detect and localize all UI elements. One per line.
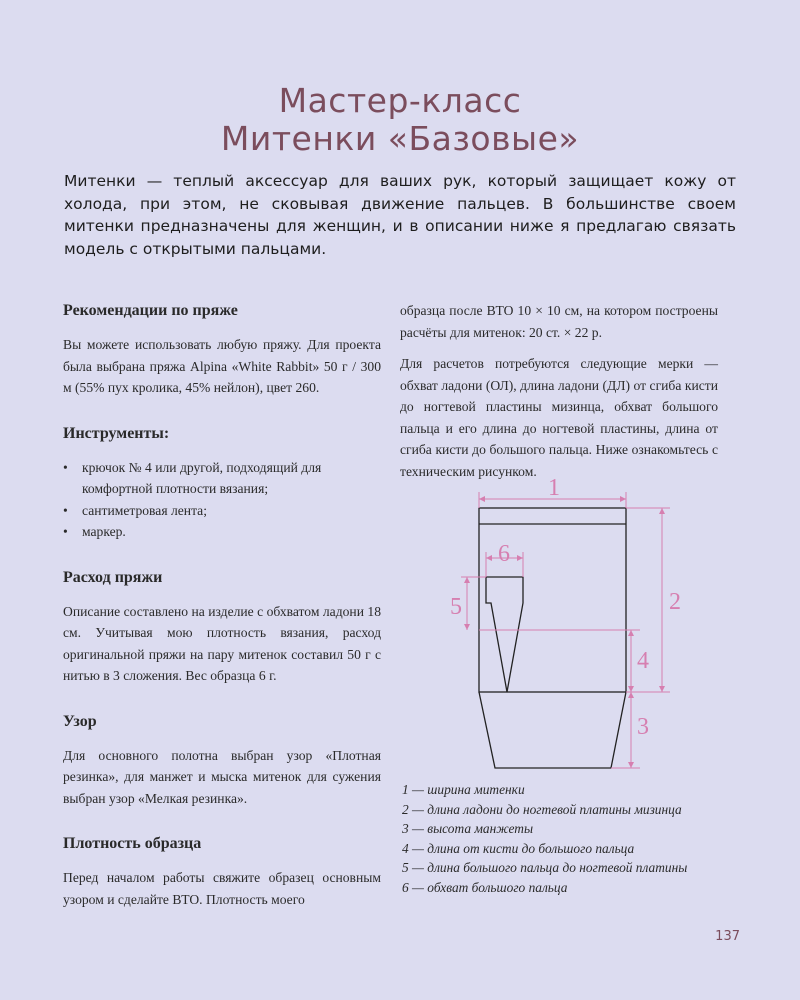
yarn-section (63, 300, 381, 399)
legend-item: 1 — ширина митенки (402, 782, 525, 797)
tools-list (63, 457, 381, 543)
yarn-heading: Рекомендации по пряже (63, 302, 238, 319)
tools-heading: Инструменты: (63, 424, 170, 442)
right-column (400, 300, 718, 492)
label-4: 4 (637, 648, 649, 674)
legend-item: 6 — обхват большого пальца (402, 879, 568, 895)
list-item: • сантиметровая лента; (63, 500, 381, 522)
diagram-svg (430, 470, 710, 770)
list-item: • крючок № 4 или другой, подходящий для комфортной плотности вязания; (63, 457, 381, 500)
left-column (63, 300, 381, 934)
mitten-technical-drawing (430, 470, 710, 770)
title-line-1: Мастер-класс (278, 81, 522, 120)
legend-item: 3 — высота манжеты (402, 821, 534, 836)
label-2: 2 (669, 589, 681, 615)
consumption-text: Описание составлено на изделие с обхватом ладони 18 см. Учитывая мою плотность вязания, расход оригинальной пряжи на пару митенок составил 50 г с нитью в 3 сложения. Вес образца 6 г. (63, 603, 381, 683)
legend-item: 5 — длина большого пальца до ногтевой платины (402, 860, 688, 875)
measurements-text: Для расчетов потребуются следующие мерки — обхват ладони (ОЛ), длина ладони (ДЛ) от сгиба кисти до ногтевой пластины мизинца, обхват большого пальца и его длина до ногтевой пластины, длина от сгиба кисти до большого пальца. Ниже ознакомьтесь с техническим рисунком. (400, 356, 718, 479)
mitten-body (479, 508, 626, 692)
yarn-text: Вы можете использовать любую пряжу. Для проекта была выбрана пряжа Alpina «White Rabbit» 50 г / 300 м (55% пух кролика, 45% нейлон), цвет 260. (63, 337, 381, 395)
label-5: 5 (450, 594, 462, 620)
label-1: 1 (548, 475, 560, 501)
thumb-gusset (486, 577, 523, 692)
page-number: 137 (715, 929, 740, 944)
legend-item: 4 — длина от кисти до большого пальца (402, 840, 635, 856)
pattern-heading: Узор (63, 712, 97, 730)
intro-paragraph: Митенки — теплый аксессуар для ваших рук, который защищает кожу от холода, при этом, не сковывая движение пальцев. В большинстве своем митенки предназначены для женщин, и в описании ниже я предлагаю связать модель с открытыми пальцами. (64, 172, 736, 258)
gauge-section (63, 833, 381, 910)
label-3: 3 (637, 714, 649, 740)
pattern-text: Для основного полотна выбран узор «Плотная резинка», для манжет и мыска митенок для сужения выбран узор «Мелкая резинка». (63, 747, 381, 806)
page-title (0, 82, 800, 158)
consumption-heading: Расход пряжи (63, 568, 163, 586)
label-6: 6 (498, 541, 510, 567)
title-line-2: Митенки «Базовые» (220, 119, 580, 158)
gauge-heading: Плотность образца (63, 835, 202, 852)
pattern-section (63, 711, 381, 810)
gauge-continued-text: образца после ВТО 10 × 10 см, на котором построены расчёты для митенок: 20 ст. × 22 р. (400, 303, 718, 340)
consumption-section (63, 567, 381, 687)
list-item: • маркер. (63, 521, 381, 543)
diagram-legend (402, 780, 742, 897)
gauge-text: Перед началом работы свяжите образец основным узором и сделайте ВТО. Плотность моего (63, 870, 381, 907)
tools-section (63, 423, 381, 543)
legend-item: 2 — длина ладони до ногтевой платины мизинца (402, 801, 682, 817)
cuff-outline (479, 692, 626, 768)
